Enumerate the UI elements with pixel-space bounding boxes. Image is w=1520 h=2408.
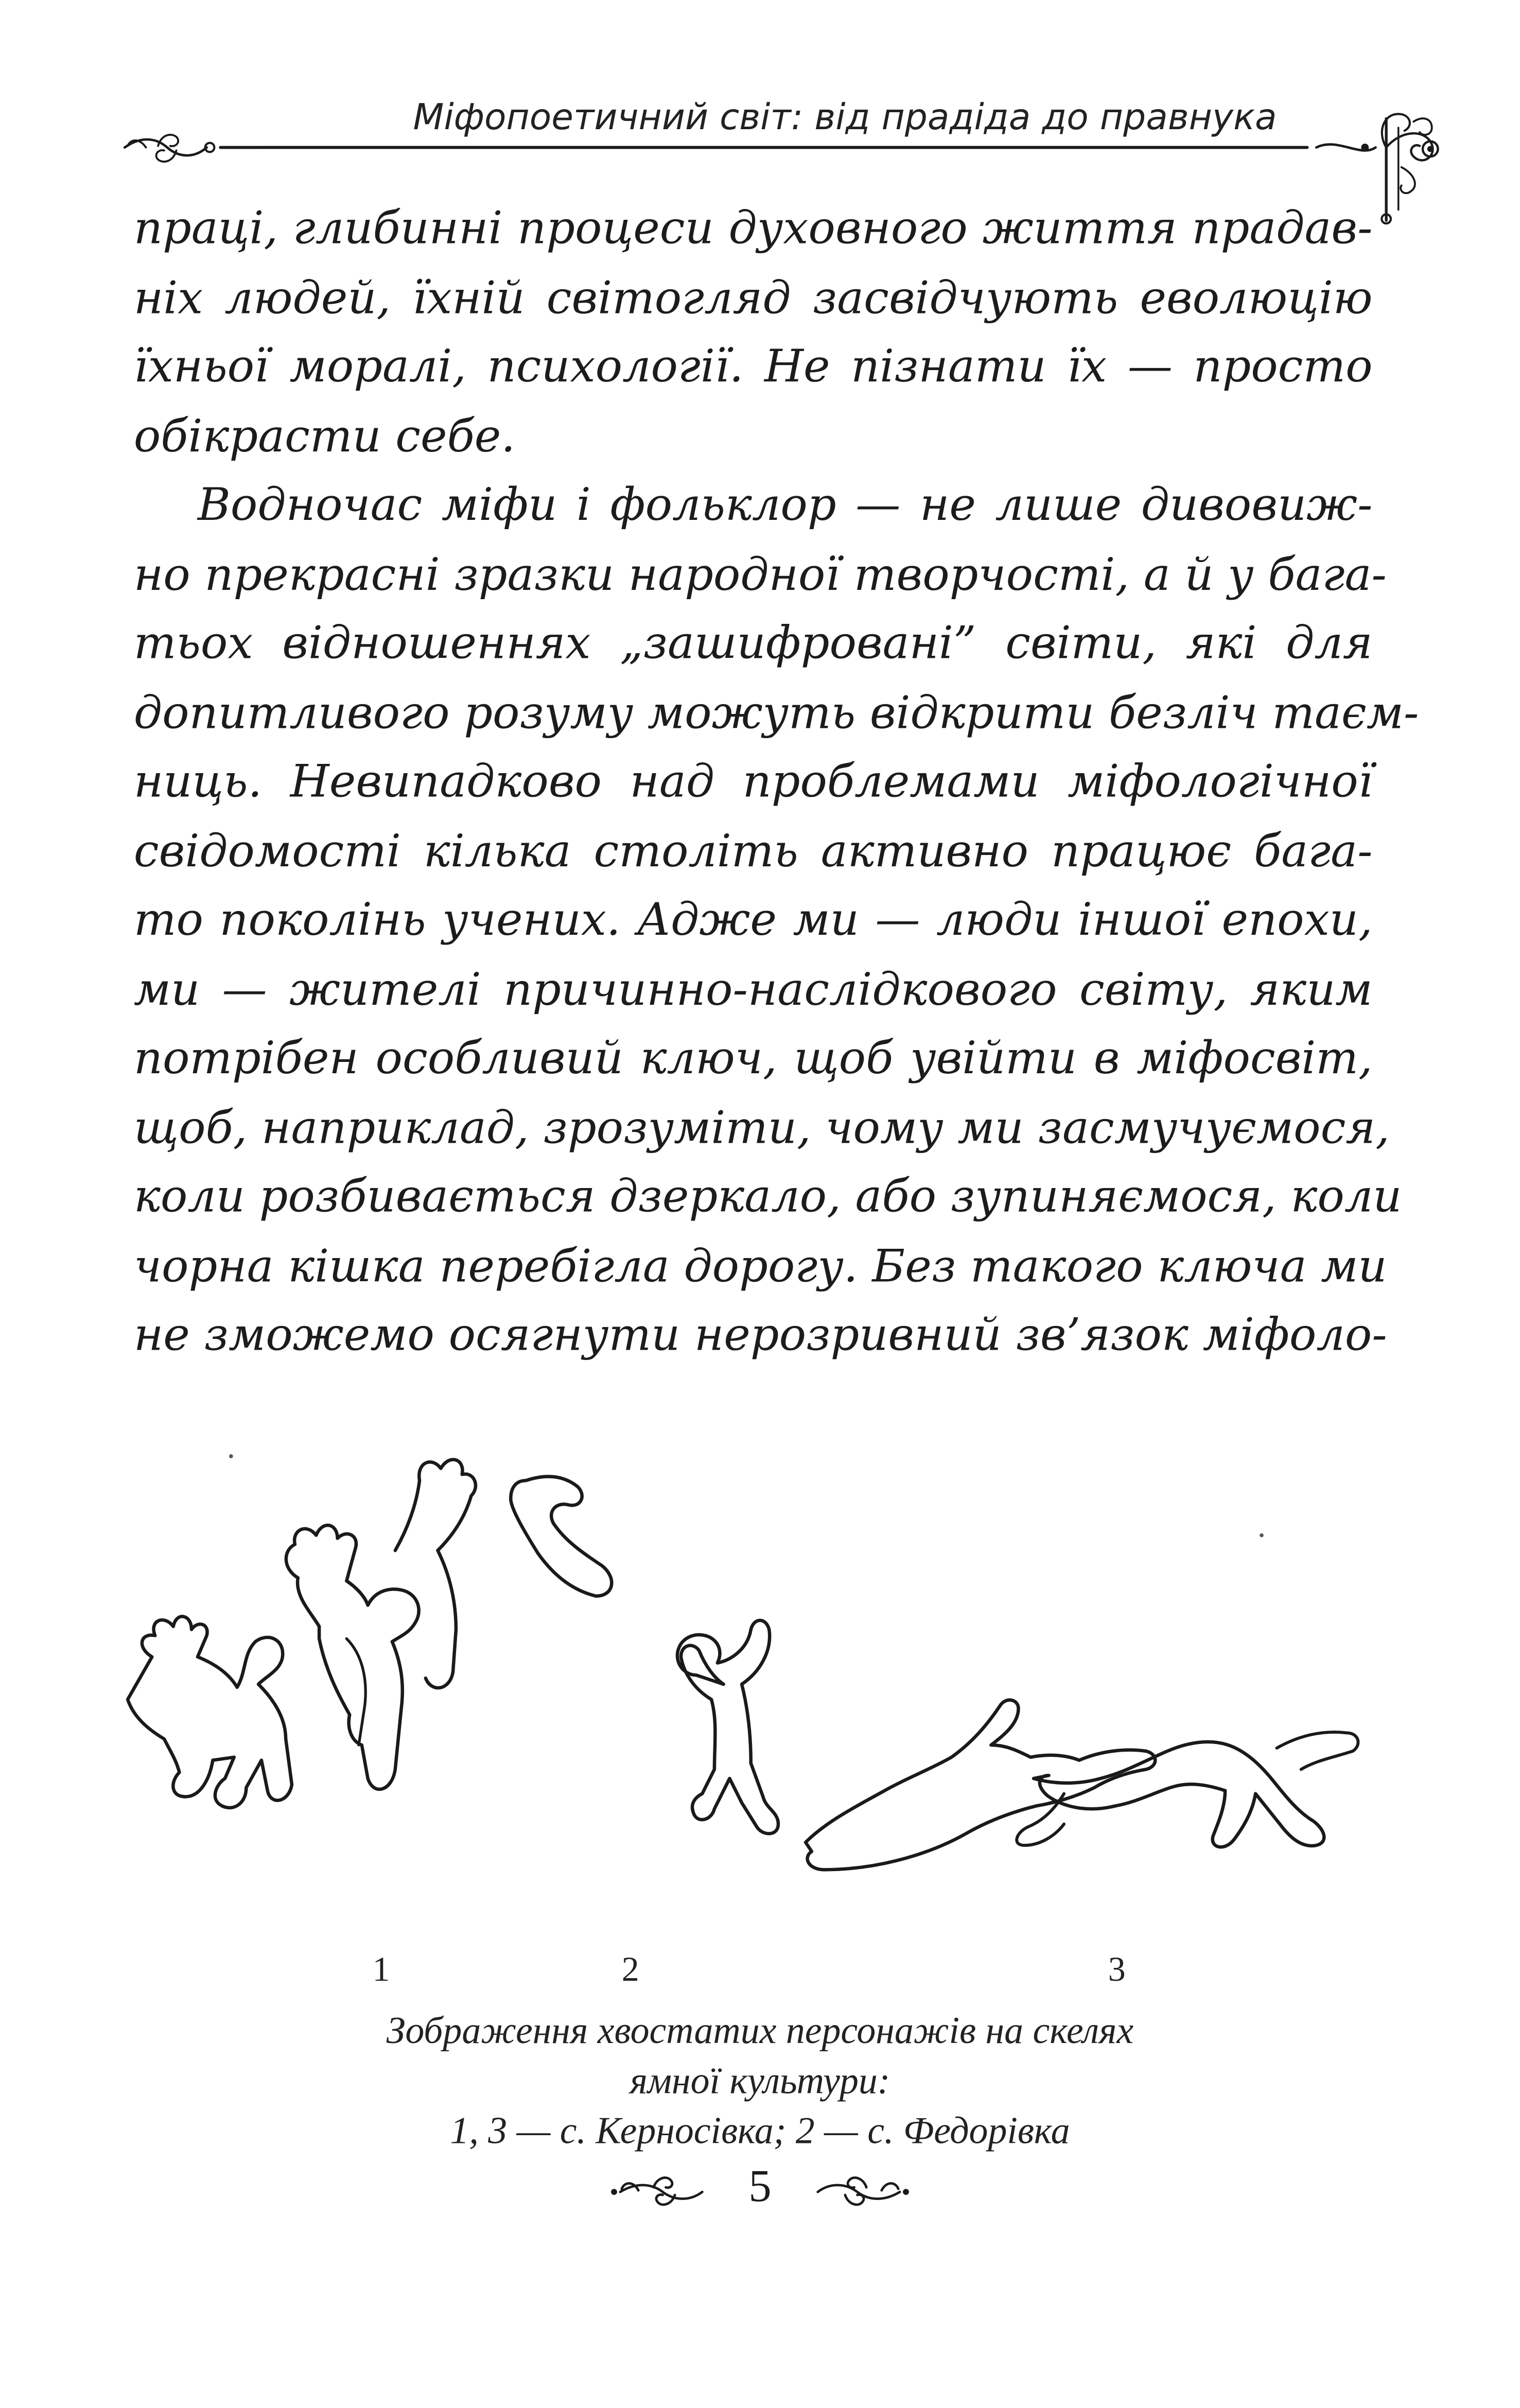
text-line: праці, глибинні процеси духовного життя прадав-	[133, 202, 1373, 254]
text-line: чорна кішка перебігла дорогу. Без такого ключа ми	[133, 1240, 1387, 1292]
figure-caption	[152, 2006, 1368, 2157]
text-line: їхньої моралі, психології. Не пізнати їх — просто	[133, 340, 1373, 392]
page-number: 5	[748, 2161, 772, 2212]
figure-label-1: 1	[372, 1950, 390, 1988]
caption-line: Зображення хвостатих персонажів на скелях	[386, 2011, 1134, 2052]
caption-line: ямної культури:	[630, 2061, 890, 2102]
caption-line: 1, 3 — с. Керносівка; 2 — с. Федорівка	[450, 2111, 1070, 2153]
text-line: ми — жителі причинно-наслідкового світу, яким	[133, 963, 1373, 1015]
text-line: коли розбивається дзеркало, або зупиняємося, коли	[133, 1170, 1402, 1223]
text-line: потрібен особливий ключ, щоб увійти в міфосвіт,	[133, 1032, 1373, 1084]
text-line: тьох відношеннях „зашифровані” світи, які для	[133, 617, 1373, 669]
text-line: но прекрасні зразки народної творчості, а й у бага-	[133, 548, 1387, 600]
text-line: обікрасти себе.	[133, 409, 516, 462]
petroglyph-figure-3a	[806, 1700, 1155, 1870]
petroglyph-figure-1	[128, 1616, 292, 1808]
body-text	[133, 195, 1419, 1370]
text-line: свідомості кілька століть активно працює бага-	[133, 825, 1373, 877]
figure-label-3: 3	[1108, 1950, 1126, 1988]
text-line: ниць. Невипадково над проблемами міфологічної	[133, 755, 1373, 808]
petroglyph-figure-2a	[511, 1476, 612, 1596]
petroglyph-figure-2b	[677, 1620, 778, 1834]
text-line: то поколінь учених. Адже ми — люди іншої епохи,	[133, 894, 1373, 946]
text-line: ніх людей, їхній світогляд засвідчують еволюцію	[133, 271, 1373, 323]
text-line: допитливого розуму можуть відкрити безліч таєм-	[133, 686, 1419, 738]
text-line: Водночас міфи і фольклор — не лише дивовиж-	[197, 479, 1373, 531]
petroglyph-illustration	[91, 1444, 1429, 1945]
text-line: не зможемо осягнути нерозривний зв’язок міфоло-	[133, 1308, 1387, 1360]
text-line: щоб, наприклад, зрозуміти, чому ми засмучуємося,	[133, 1101, 1390, 1153]
petroglyph-figure-1b	[286, 1525, 419, 1789]
figure-label-2: 2	[621, 1950, 639, 1988]
running-header-title: Міфопоетичний світ: від прадіда до правнука	[413, 96, 1277, 138]
